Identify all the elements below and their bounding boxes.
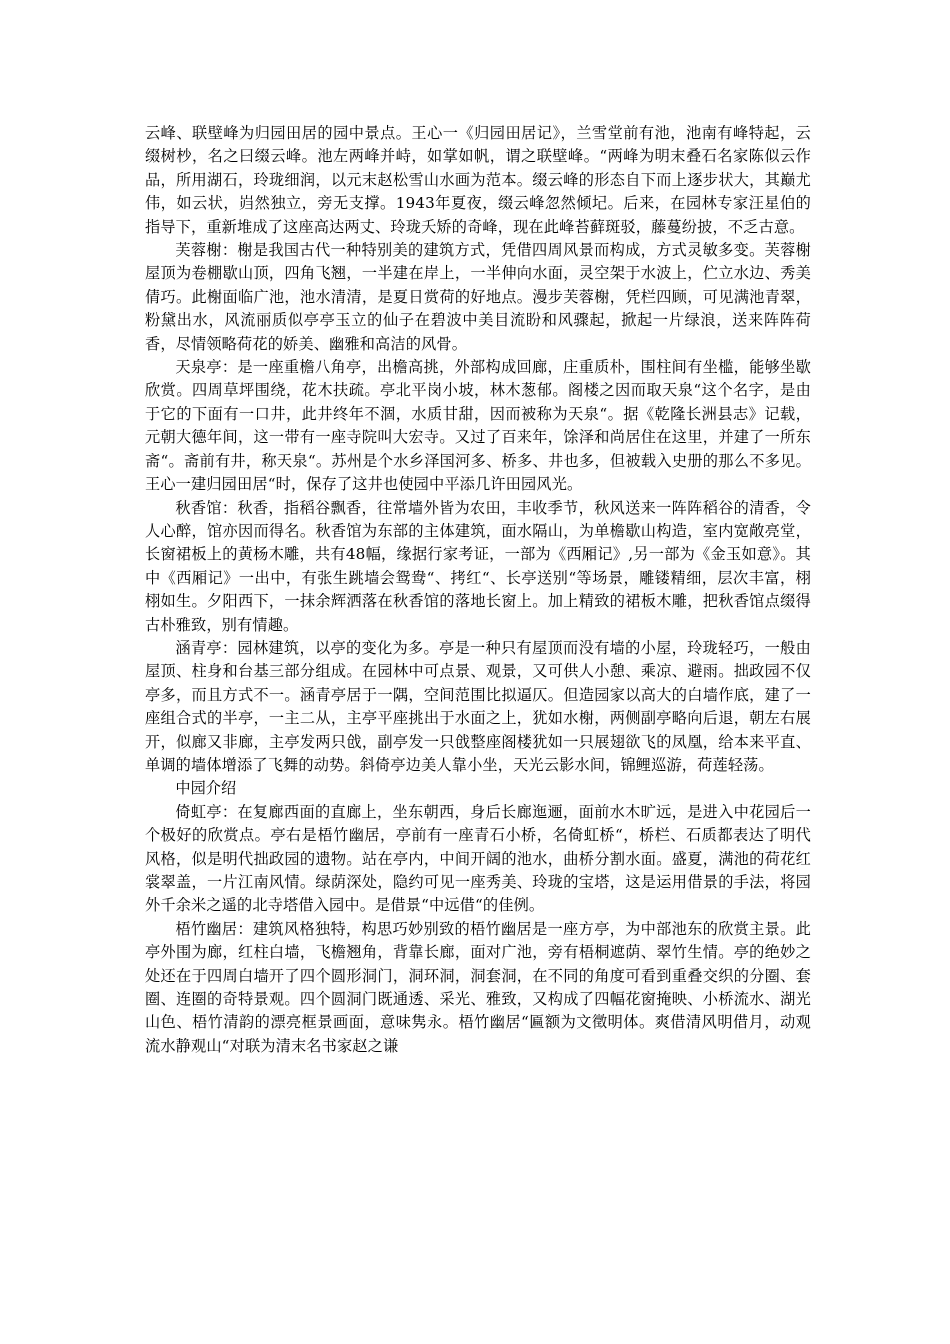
document-page [145, 122, 811, 1058]
paragraph-qiuxiang-hall: 秋香馆：秋香，指稻谷飘香，往常墙外皆为农田，丰收季节，秋风送来一阵阵稻谷的清香，令人心醉，馆亦因而得名。秋香馆为东部的主体建筑，面水隔山，为单檐歇山构造，室内宽敞亮堂，长窗裙板上的黄杨木雕，共有48幅，缘据行家考证，一部为《西厢记》,另一部为《金玉如意》。其中《西厢记》一出中，有张生跳墙会鸳鸯“、拷红“、长亭送别“等场景，雕镂精细，层次丰富，栩栩如生。夕阳西下，一抹余辉洒落在秋香馆的落地长窗上。加上精致的裙板木雕，把秋香馆点缀得古朴雅致，别有情趣。 [145, 498, 811, 634]
paragraph-furong-pavilion: 芙蓉榭：榭是我国古代一种特别美的建筑方式，凭借四周风景而构成，方式灵敏多变。芙蓉榭屋顶为卷棚歇山顶，四角飞翘，一半建在岸上，一半伸向水面，灵空架于水波上，伫立水边、秀美倩巧。此榭面临广池，池水清清，是夏日赏荷的好地点。漫步芙蓉榭，凭栏四顾，可见满池青翠，粉黛出水，风流丽质似亭亭玉立的仙子在碧波中美目流盼和风骤起，掀起一片绿浪，送来阵阵荷香，尽情领略荷花的娇美、幽雅和高洁的风骨。 [145, 241, 811, 353]
paragraph-hanqing-pavilion: 涵青亭：园林建筑，以亭的变化为多。亭是一种只有屋顶而没有墙的小屋，玲珑轻巧，一般由屋顶、柱身和台基三部分组成。在园林中可点景、观景，又可供人小憩、乘凉、避雨。拙政园不仅亭多，而且方式不一。涵青亭居于一隅，空间范围比拟逼仄。但造园家以高大的白墙作底，建了一座组合式的半亭，一主二从，主亭平座挑出于水面之上，犹如水榭，两侧副亭略向后退，朝左右展开，似廊又非廊，主亭发两只戗，副亭发一只戗整座阁楼犹如一只展翅欲飞的凤凰，给本来平直、单调的墙体增添了飞舞的动势。斜倚亭边美人靠小坐，天光云影水间，锦鲤巡游，荷莲轻荡。 [145, 638, 811, 774]
paragraph-yunfeng: 云峰、联壁峰为归园田居的园中景点。王心一《归园田居记》，兰雪堂前有池，池南有峰特起，云缀树杪，名之曰缀云峰。池左两峰并峙，如掌如帆，谓之联壁峰。“两峰为明末叠石名家陈似云作品，所用湖石，玲珑细润，以元末赵松雪山水画为范本。缀云峰的形态自下而上逐步状大，其巅尤伟，如云状，岿然独立，旁无支撑。1943年夏夜，缀云峰忽然倾圮。后来，在园林专家汪星伯的指导下，重新堆成了这座高达两丈、玲珑夭矫的奇峰，现在此峰苔藓斑驳，藤蔓纷披，不乏古意。 [145, 124, 811, 236]
section-heading-middle-garden: 中园介绍 [175, 779, 237, 798]
paragraph-yihong-pavilion: 倚虹亭：在复廊西面的直廊上，坐东朝西，身后长廊迤逦，面前水木旷远，是进入中花园后一个极好的欣赏点。亭右是梧竹幽居，亭前有一座青石小桥，名倚虹桥“，桥栏、石质都表达了明代风格，似是明代拙政园的遗物。站在亭内，中间开阔的池水，曲桥分割水面。盛夏，满池的荷花红裳翠盖，一片江南风情。绿荫深处，隐约可见一座秀美、玲珑的宝塔，这是运用借景的手法，将园外千余米之遥的北寺塔借入园中。是借景“中远借“的佳例。 [145, 802, 811, 915]
paragraph-wuzhu-youju: 梧竹幽居：建筑风格独特，构思巧妙别致的梧竹幽居是一座方亭，为中部池东的欣赏主景。此亭外围为廊，红柱白墙，飞檐翘角，背靠长廊，面对广池，旁有梧桐遮荫、翠竹生情。亭的绝妙之处还在于四周白墙开了四个圆形洞门，洞环洞，洞套洞，在不同的角度可看到重叠交织的分圈、套圈、连圈的奇特景观。四个圆洞门既通透、采光、雅致，又构成了四幅花窗掩映、小桥流水、湖光山色、梧竹清韵的漂亮框景画面，意味隽永。梧竹幽居“匾额为文徵明体。爽借清风明借月，动观流水静观山“对联为清末名书家赵之谦 [145, 919, 811, 1055]
paragraph-tianquan-pavilion: 天泉亭：是一座重檐八角亭，出檐高挑，外部构成回廊，庄重质朴，围柱间有坐槛，能够坐歇欣赏。四周草坪围绕，花木扶疏。亭北平岗小坡，林木葱郁。阁楼之因而取天泉“这个名字，是由于它的下面有一口井，此井终年不涸，水质甘甜，因而被称为天泉“。据《乾隆长洲县志》记载，元朝大德年间，这一带有一座寺院叫大宏寺。又过了百来年，馀泽和尚居住在这里，并建了一所东斋“。斋前有井，称天泉“。苏州是个水乡泽国河多、桥多、井也多，但被载入史册的那么不多见。王心一建归园田居“时，保存了这井也使园中平添几许田园风光。 [145, 358, 811, 494]
